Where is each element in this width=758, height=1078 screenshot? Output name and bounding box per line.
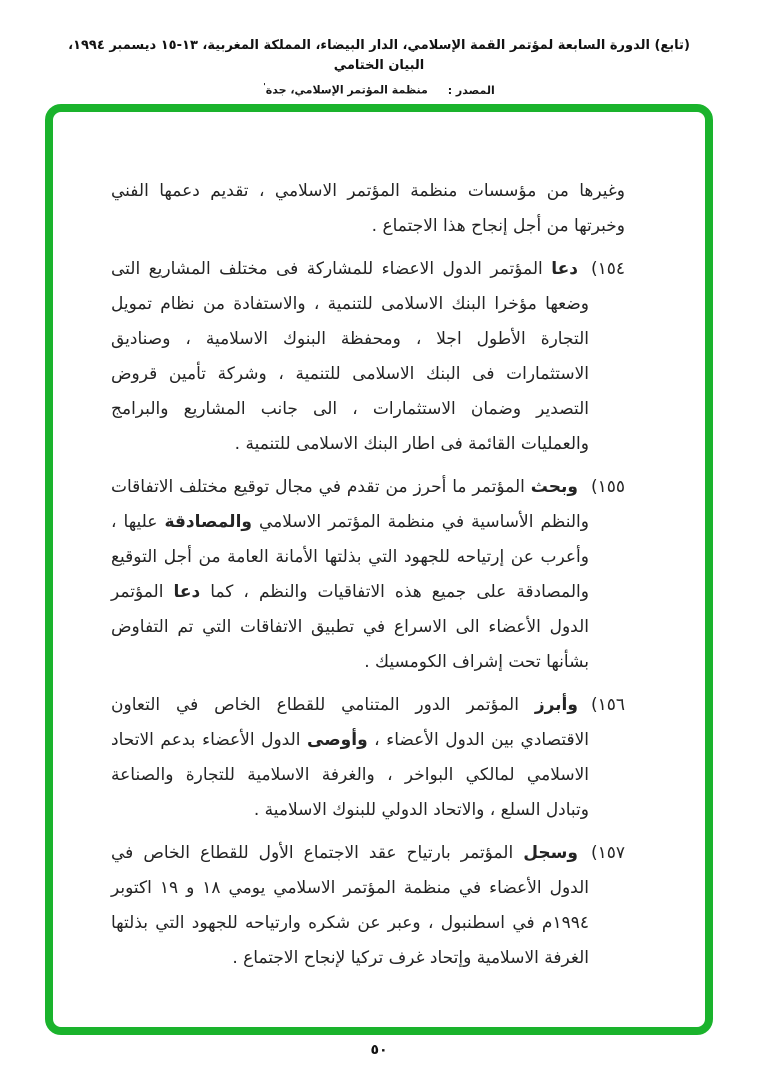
emphasized-text: دعا: [173, 582, 201, 602]
emphasized-text: وأوصى: [307, 730, 368, 750]
emphasized-text: وأبرز: [534, 695, 578, 715]
emphasized-text: وبحث: [530, 477, 578, 497]
page-number: ٥٠: [370, 1042, 388, 1058]
source-line: [0, 82, 758, 97]
paragraph: [111, 174, 625, 244]
header-title: (تابع) الدورة السابعة لمؤتمر القمة الإسلامي، الدار البيضاء، المملكة المغربية، ١٣-١٥ ديسمبر ١٩٩٤، البيان الختامي: [68, 38, 690, 73]
body-text: المؤتمر الدول الأعضاء الى الاسراع في تطبيق الاتفاقات التي تم التفاوض بشأنها تحت إشراف الكومسيك .: [111, 582, 589, 672]
document-header: [0, 36, 758, 97]
paragraph-number: ١٥٥): [590, 477, 625, 497]
body-text: المؤتمر بارتياح عقد الاجتماع الأول للقطاع الخاص في الدول الأعضاء في منظمة المؤتمر الاسلامي يومي ١٨ و ١٩ اكتوبر ١٩٩٤م في اسطنبول ، وعبر عن شكره وارتياحه للجهود التي بذلتها الغرفة الاسلامية وإتحاد غرف تركيا لإنجاح الاجتماع .: [111, 843, 589, 968]
emphasized-text: والمصادقة: [164, 512, 252, 532]
source-value: منظمة المؤتمر الإسلامي، جدة: [265, 83, 428, 97]
paragraph-list: [53, 112, 705, 976]
body-text: المؤتمر الدول الاعضاء للمشاركة فى مختلف المشاريع التى وضعها مؤخرا البنك الاسلامى للتنمية ، والاستفادة من نظام تمويل التجارة الأطول اجلا ، ومحفظة البنوك الاسلامية ، وصناديق الاستثمارات فى البنك الاسلامى للتنمية ، وشركة تأمين قروض التصدير وضمان الاستثمارات ، الى جانب المشاريع والبرامج والعمليات القائمة فى اطار البنك الاسلامى للتنمية .: [111, 259, 589, 454]
numbered-paragraph: [111, 688, 625, 828]
document-frame: [45, 104, 713, 1035]
body-text: وغيرها من مؤسسات منظمة المؤتمر الاسلامي ، تقديم دعمها الفني وخبرتها من أجل إنجاح هذا الاجتماع .: [111, 181, 625, 236]
body-text: المؤتمر الدور المتنامي للقطاع الخاص في التعاون الاقتصادي بين الدول الأعضاء ،: [111, 695, 589, 750]
emphasized-text: دعا: [551, 259, 578, 279]
numbered-paragraph: [111, 836, 625, 976]
footnote-mark: ': [263, 82, 266, 91]
paragraph-number: ١٥٧): [590, 843, 625, 863]
source-label: المصدر :: [447, 83, 495, 97]
numbered-paragraph: [111, 470, 625, 680]
paragraph-number: ١٥٦): [590, 695, 625, 715]
paragraph-number: ١٥٤): [590, 259, 625, 279]
emphasized-text: وسجل: [523, 843, 578, 863]
body-text: المؤتمر ما أحرز من تقدم في مجال توقيع مختلف الاتفاقات والنظم الأساسية في منظمة المؤتمر الاسلامي: [111, 477, 589, 532]
numbered-paragraph: [111, 252, 625, 462]
body-text: عليها ، وأعرب عن إرتياحه للجهود التي بذلتها الأمانة العامة من أجل التوقيع والمصادقة على جميع هذه الاتفاقيات والنظم ، كما: [111, 512, 589, 602]
body-text: الدول الأعضاء بدعم الاتحاد الاسلامي لمالكي البواخر ، والغرفة الاسلامية للتجارة والصناعة وتبادل السلع ، والاتحاد الدولي للبنوك الاسلامية .: [111, 730, 589, 820]
